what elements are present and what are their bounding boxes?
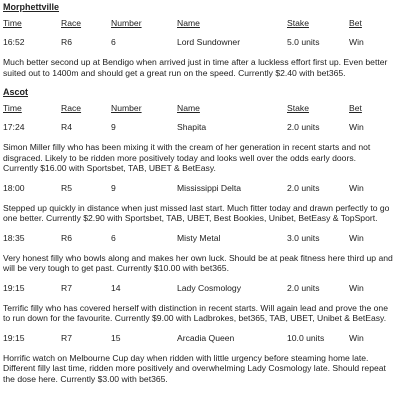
- runner-stake: 3.0 units: [287, 232, 320, 243]
- runner-number: 9: [111, 182, 116, 193]
- runner-race: R7: [61, 282, 72, 293]
- runner-time: 18:00: [3, 182, 25, 193]
- runner-row: [3, 333, 397, 344]
- runner-comment: Horrific watch on Melbourne Cup day when ridden with little urgency before steaming home late. Different filly last time, ridden more positively and overwhelming Lady Cosmology late. Should repeat the dose here. Currently $3.00 with bet365.: [3, 352, 386, 384]
- runner-row: [3, 122, 397, 133]
- runner-row: [3, 37, 397, 48]
- runner-stake: 2.0 units: [287, 122, 320, 133]
- runner-name: Shapita: [177, 122, 207, 133]
- runner-comment: Simon Miller filly who has been mixing it with the cream of her generation in recent starts and not disgraced. Likely to be ridden more positively today and looks well over the odds early doors. Currently $16.00 with Sportsbet, TAB, UBET & BetEasy.: [3, 142, 371, 173]
- runner-race: R5: [61, 182, 72, 193]
- header-race: Race: [61, 18, 82, 29]
- header-name: Name: [177, 103, 200, 114]
- runner-row: [3, 233, 397, 244]
- runner-name: Lord Sundowner: [177, 37, 241, 48]
- runner-time: 17:24: [3, 122, 25, 133]
- runner-number: 14: [111, 282, 121, 293]
- runner-bet: Win: [349, 37, 364, 48]
- runner-number: 6: [111, 232, 116, 243]
- venue-heading: Ascot: [3, 87, 29, 97]
- runner-race: R6: [61, 37, 72, 48]
- column-headers: [3, 103, 397, 114]
- header-bet: Bet: [349, 103, 362, 114]
- runner-bet: Win: [349, 282, 364, 293]
- runner-time: 19:15: [3, 332, 25, 343]
- tips-page: [0, 2, 400, 384]
- runner-comment: Much better second up at Bendigo when arrived just in time after a luckless effort first up. Even better suited out to 1400m and should get a great run on the speed. Currently $2.40 with bet365.: [3, 57, 388, 78]
- header-name: Name: [177, 18, 200, 29]
- runner-name: Lady Cosmology: [177, 282, 242, 293]
- runner-time: 16:52: [3, 37, 25, 48]
- header-race: Race: [61, 103, 82, 114]
- runner-stake: 5.0 units: [287, 37, 320, 48]
- header-stake: Stake: [287, 18, 309, 29]
- header-number: Number: [111, 18, 142, 29]
- runner-race: R6: [61, 232, 72, 243]
- runner-time: 18:35: [3, 232, 25, 243]
- runner-bet: Win: [349, 182, 364, 193]
- runner-number: 6: [111, 37, 116, 48]
- runner-race: R4: [61, 122, 72, 133]
- runner-bet: Win: [349, 332, 364, 343]
- runner-race: R7: [61, 332, 72, 343]
- column-headers: [3, 18, 397, 29]
- venue-section-morphettville: [3, 2, 397, 78]
- runner-comment: Stepped up quickly in distance when just missed last start. Much fitter today and drawn perfectly to go one better. Currently $2.90 with Sportsbet, TAB, UBET, Best Bookies, Unibet, BetEasy & TopSport.: [3, 202, 390, 223]
- runner-comment: Terrific filly who has covered herself with distinction in recent starts. Will again lead and prove the one to run down for the favourite. Currently $9.00 with Ladbrokes, bet365, TAB, UBET, Unibet & BetEasy.: [3, 302, 388, 323]
- runner-stake: 10.0 units: [287, 332, 325, 343]
- runner-row: [3, 283, 397, 294]
- runner-name: Arcadia Queen: [177, 332, 235, 343]
- runner-number: 9: [111, 122, 116, 133]
- runner-row: [3, 183, 397, 194]
- header-number: Number: [111, 103, 142, 114]
- header-stake: Stake: [287, 103, 309, 114]
- runner-number: 15: [111, 332, 121, 343]
- runner-bet: Win: [349, 122, 364, 133]
- runner-comment: Very honest filly who bowls along and makes her own luck. Should be at peak fitness here third up and will be very tough to get past. Currently $10.00 with bet365.: [3, 252, 393, 273]
- runner-name: Mississippi Delta: [177, 182, 241, 193]
- runner-name: Misty Metal: [177, 232, 221, 243]
- header-time: Time: [3, 103, 22, 114]
- header-bet: Bet: [349, 18, 362, 29]
- runner-time: 19:15: [3, 282, 25, 293]
- runner-stake: 2.0 units: [287, 282, 320, 293]
- runner-bet: Win: [349, 232, 364, 243]
- venue-section-ascot: [3, 87, 397, 384]
- venue-heading: Morphettville: [3, 2, 60, 12]
- header-time: Time: [3, 18, 22, 29]
- runner-stake: 2.0 units: [287, 182, 320, 193]
